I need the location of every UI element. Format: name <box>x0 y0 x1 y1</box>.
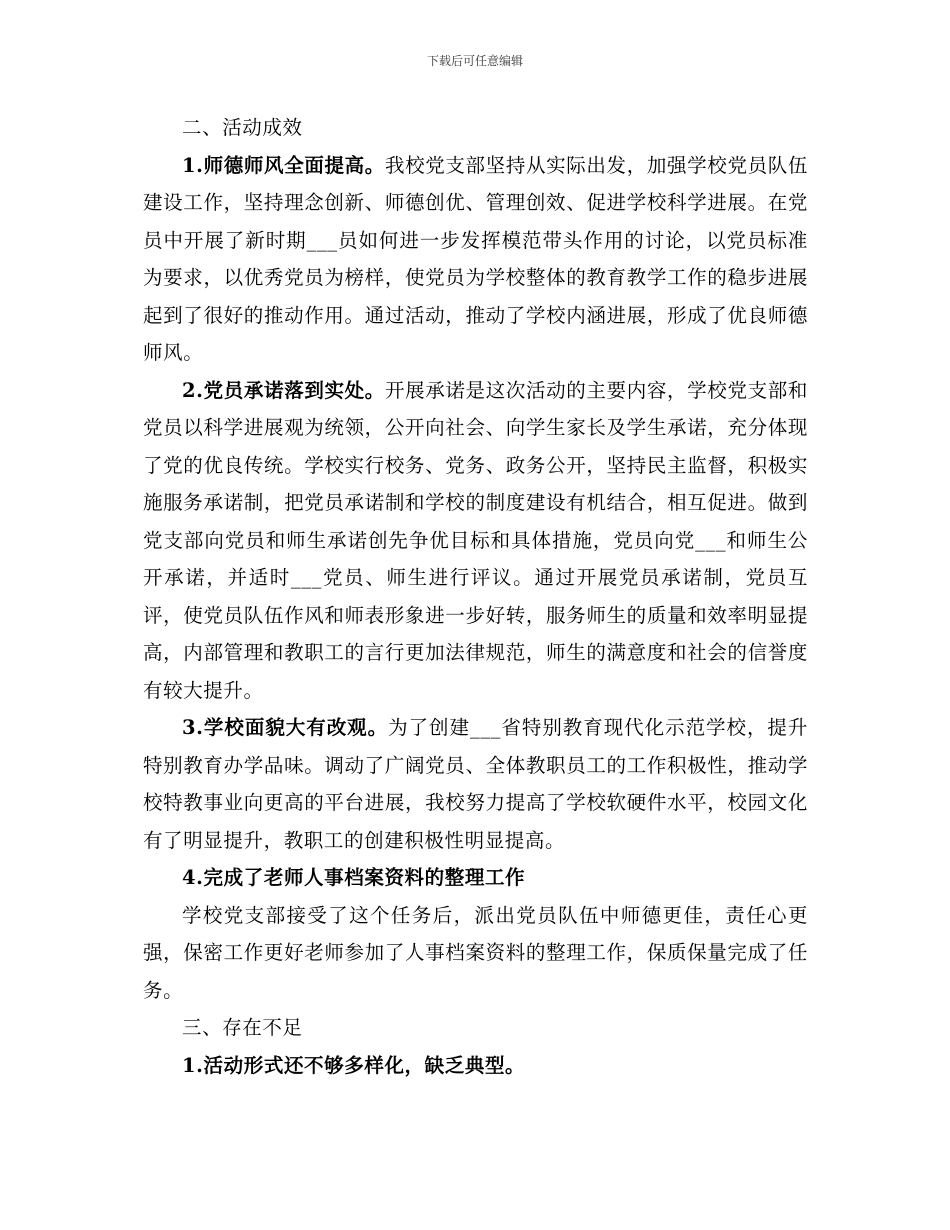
paragraph-text: 学校党支部接受了这个任务后，派出党员队伍中师德更佳，责任心更强，保密工作更好老师参加了人事档案资料的整理工作，保质保量完成了任务。 <box>143 903 808 1002</box>
paragraph-archive-work <box>143 897 808 1010</box>
paragraph-school-improvement <box>143 709 808 859</box>
paragraph-text: 为了创建___省特别教育现代化示范学校，提升特别教育办学品味。调动了广阔党员、全体教职员工的工作积极性，推动学校特教事业向更高的平台进展，我校努力提高了学校软硬件水平，校园文化有了明显提升，教职工的创建积极性明显提高。 <box>143 716 808 852</box>
paragraph-archive-heading <box>143 859 808 897</box>
paragraph-lead: 1.师德师风全面提高。 <box>182 153 385 177</box>
section-title-shortcomings: 三、存在不足 <box>182 1016 303 1039</box>
document-body <box>143 109 808 1084</box>
page-header-note: 下载后可任意编辑 <box>426 54 523 68</box>
paragraph-lead: 2.党员承诺落到实处。 <box>182 378 385 402</box>
paragraph-text: 开展承诺是这次活动的主要内容，学校党支部和党员以科学进展观为统领，公开向社会、向学生家长及学生承诺，充分体现了党的优良传统。学校实行校务、党务、政务公开，坚持民主监督，积极实施服务承诺制，把党员承诺制和学校的制度建设有机结合，相互促进。做到党支部向党员和师生承诺创先争优目标和具体措施，党员向党___和师生公开承诺，并适时___党员、师生进行评议。通过开展党员承诺制，党员互评，使党员队伍作风和师表形象进一步好转，服务师生的质量和效率明显提高，内部管理和教职工的言行更加法律规范，师生的满意度和社会的信誉度有较大提升。 <box>143 378 808 702</box>
section-title-achievements: 二、活动成效 <box>182 116 303 139</box>
paragraph-lead: 4.完成了老师人事档案资料的整理工作 <box>182 866 526 889</box>
paragraph-teacher-ethics <box>143 147 808 372</box>
paragraph-party-commitment <box>143 372 808 710</box>
paragraph-lead: 3.学校面貌大有改观。 <box>182 716 389 739</box>
paragraph-activity-form <box>143 1047 808 1085</box>
paragraph-lead: 1.活动形式还不够多样化，缺乏典型。 <box>182 1053 526 1077</box>
paragraph-text: 我校党支部坚持从实际出发，加强学校党员队伍建设工作，坚持理念创新、师德创优、管理创效、促进学校科学进展。在党员中开展了新时期___员如何进一步发挥模范带头作用的讨论，以党员标准为要求，以优秀党员为榜样，使党员为学校整体的教育教学工作的稳步进展起到了很好的推动作用。通过活动，推动了学校内涵进展，形成了优良师德师风。 <box>143 153 808 364</box>
